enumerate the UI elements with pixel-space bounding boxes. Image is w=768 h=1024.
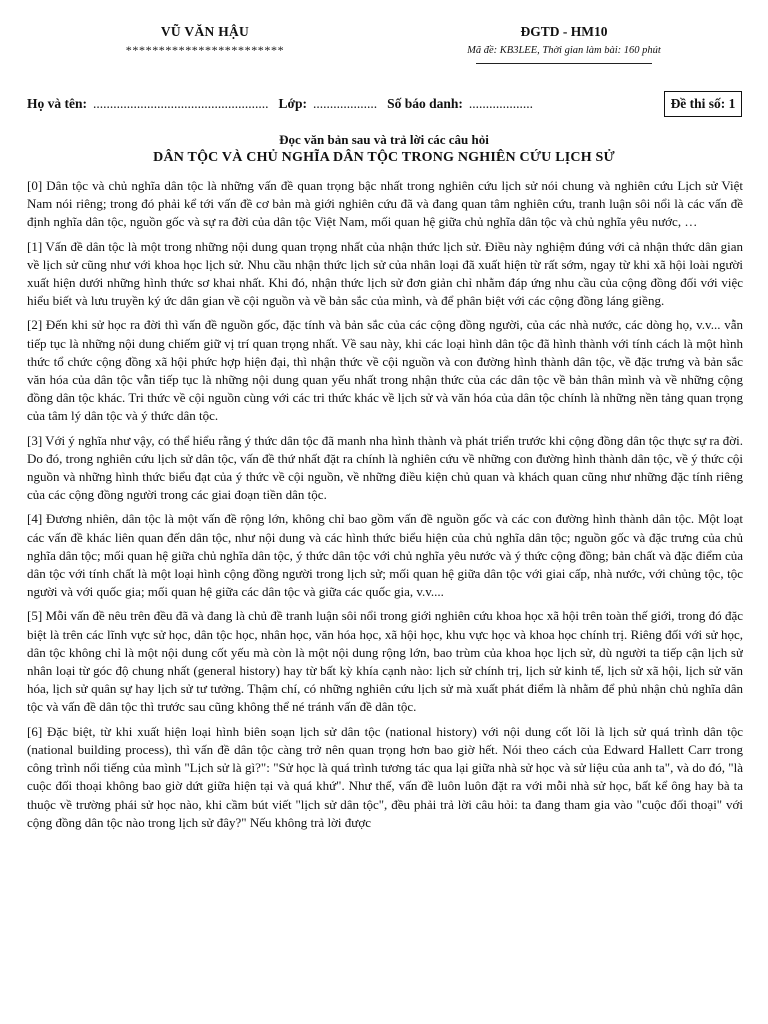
header-author-block — [100, 24, 310, 58]
exam-number-box: Đề thi số: 1 — [664, 91, 742, 117]
author-stars-divider: ************************ — [125, 43, 285, 57]
paragraph-3: [3] Với ý nghĩa như vậy, có thể hiểu rằng ý thức dân tộc đã manh nha hình thành và phát triển trước khi cộng đồng dân tộc thực sự ra đời. Do đó, trong nghiên cứu lịch sử dân tộc, vấn đề thứ nhất đặt ra chính là nghiên cứu về những con đường hình thành dân tộc, về ý thức cội nguồn và những hình thức biểu đạt của ý thức về cội nguồn, về những điều kiện chủ quan và khách quan cũng như những đặc tính riêng của các cộng đồng người trong các giai đoạn tiền dân tộc. — [27, 432, 743, 503]
student-name-label: Họ và tên: — [27, 96, 87, 111]
exam-code: ĐGTD - HM10 — [520, 24, 608, 39]
student-info-line — [27, 96, 543, 112]
header-divider — [476, 63, 652, 64]
paragraph-1: [1] Vấn đề dân tộc là một trong những nội dung quan trọng nhất của nhận thức lịch sử. Điều này nghiệm đúng với cả nhận thức dân gian về lịch sử cũng như với khoa học lịch sử. Nhu cầu nhận thức lịch sử của nhân loại đã xuất hiện từ rất sớm, ngay từ khi xã hội loài người xuất hiện dưới những hình thức sơ khai nhất. Khi đó, nhận thức lịch sử đơn giản chỉ nhằm đáp ứng nhu cầu của cộng đồng đối với việc hiểu biết và lưu truyền ký ức dân gian về cội nguồn và về bản sắc của mình, và để phân biệt với các cộng đồng láng giềng. — [27, 238, 743, 309]
exam-meta: Mã đề: KB3LEE, Thời gian làm bài: 160 phút — [467, 45, 661, 56]
student-name-field: .................................................... — [93, 96, 269, 111]
paragraph-0: [0] Dân tộc và chủ nghĩa dân tộc là những vấn đề quan trọng bậc nhất trong nghiên cứu lịch sử nói chung và nghiên cứu Lịch sử Việt Nam nói riêng; trong đó phải kể tới vấn đề cơ bản mà giới nghiên cứu đã và đang quan tâm nghiên cứu, tranh luận sôi nổi là các vấn đề định nghĩa dân tộc, nguồn gốc và sự ra đời của dân tộc Việt Nam, mối quan hệ giữa chủ nghĩa dân tộc và chủ nghĩa yêu nước, … — [27, 178, 743, 230]
paragraph-6: [6] Đặc biệt, từ khi xuất hiện loại hình biên soạn lịch sử dân tộc (national history) với nội dung cốt lõi là lịch sử quá trình dân tộc (national building process), thì vấn đề dân tộc càng trở nên quan trọng hơn bao giờ hết. Nói theo cách của Edward Hallett Carr trong công trình nổi tiếng của mình "Lịch sử là gì?": "Sử học là quá trình tương tác qua lại giữa nhà sử học và sử liệu của anh ta", và do đó, "là cuộc đối thoại không bao giờ dứt giữa hiện tại và quá khứ". Như thế, vấn đề luôn luôn đặt ra với mỗi nhà sử học, bất kể ông hay bà ta thuộc về trường phái sử học nào, khi cầm bút viết "lịch sử dân tộc", đều phải trả lời câu hỏi: ta đang tham gia vào "cuộc đối thoại" với cộng đồng dân tộc nào trong lịch sử đây?" Nếu không trả lời được — [27, 723, 743, 830]
instruction: Đọc văn bản sau và trả lời các câu hỏi — [279, 132, 489, 147]
student-id-field: ................... — [468, 96, 534, 111]
paragraph-2: [2] Đến khi sử học ra đời thì vấn đề nguồn gốc, đặc tính và bản sắc của các cộng đồng người, của các nhà nước, các dòng họ, v.v... vẫn tiếp tục là những nội dung chiếm giữ vị trí quan trọng nhất. Về sau này, khi các loại hình dân tộc đã hình thành với tính cách là một hình thức tổ chức cộng đồng xã hội phức hợp hiện đại, thì nhận thức về cội nguồn và con đường hình thành dân tộc, về đặc trưng và bản sắc văn hóa của dân tộc vẫn tiếp tục là những nội dung quan yếu nhất trong nhận thức của các dân tộc về bản thân mình và về những cộng đồng dân tộc khác. Tri thức về cội nguồn cùng với các tri thức khác về lịch sử và văn hóa của dân tộc chính là những nền tảng quan trọng của tâm lý dân tộc và ý thức dân tộc. — [27, 317, 743, 424]
author-name: VŨ VĂN HẬU — [160, 24, 250, 39]
student-class-field: ................... — [312, 96, 378, 111]
student-class-label: Lớp: — [278, 96, 307, 111]
paragraph-4: [4] Đương nhiên, dân tộc là một vấn đề rộng lớn, không chỉ bao gồm vấn đề nguồn gốc và các con đường hình thành dân tộc. Một loạt các vấn đề khác liên quan đến dân tộc, như nội dung và các hình thức biểu hiện của chủ nghĩa dân tộc; nguồn gốc và đặc trưng của chủ nghĩa dân tộc; mối quan hệ giữa chủ nghĩa dân tộc, ý thức dân tộc với chủ nghĩa yêu nước và ý thức cộng đồng; bản chất và đặc điểm của dân tộc với tính chất là một loại hình cộng đồng người trong lịch sử; mối quan hệ giữa dân tộc với giai cấp, nhà nước, với chủng tộc, tộc người và với quốc gia; mối quan hệ giữa các dân tộc và giữa các quốc gia, v.v.... — [27, 511, 743, 600]
passage-body — [27, 177, 743, 1024]
student-id-label: Số báo danh: — [387, 96, 463, 111]
header-exam-block — [414, 24, 714, 64]
paragraph-5: [5] Mỗi vấn đề nêu trên đều đã và đang là chủ đề tranh luận sôi nổi trong giới nghiên cứu khoa học xã hội trên toàn thế giới, trong đó đặc biệt là trên các lĩnh vực sử học, dân tộc học, nhân học, văn hóa học, xã hội học, khu vực học và khoa học chính trị. Riêng đối với sử học, dân tộc không chỉ là một nội dung cốt yếu mà còn là một nội dung rộng lớn, bao trùm của khoa học lịch sử, dù người ta tiếp cận lịch sử nhân loại từ góc độ chung nhất (general history) hay từ bất kỳ khía cạnh nào: lịch sử chính trị, lịch sử kinh tế, lịch sử xã hội, lịch sử văn hóa, lịch sử quân sự hay lịch sử tư tưởng. Thậm chí, có những nghiên cứu lịch sử mà xuất phát điểm là nhằm để phủ nhận chủ nghĩa dân tộc và vấn đề dân tộc thì trước sau cũng không thể né tránh vấn đề dân tộc. — [27, 608, 743, 715]
passage-title: DÂN TỘC VÀ CHỦ NGHĨA DÂN TỘC TRONG NGHIÊN CỨU LỊCH SỬ — [153, 150, 615, 165]
